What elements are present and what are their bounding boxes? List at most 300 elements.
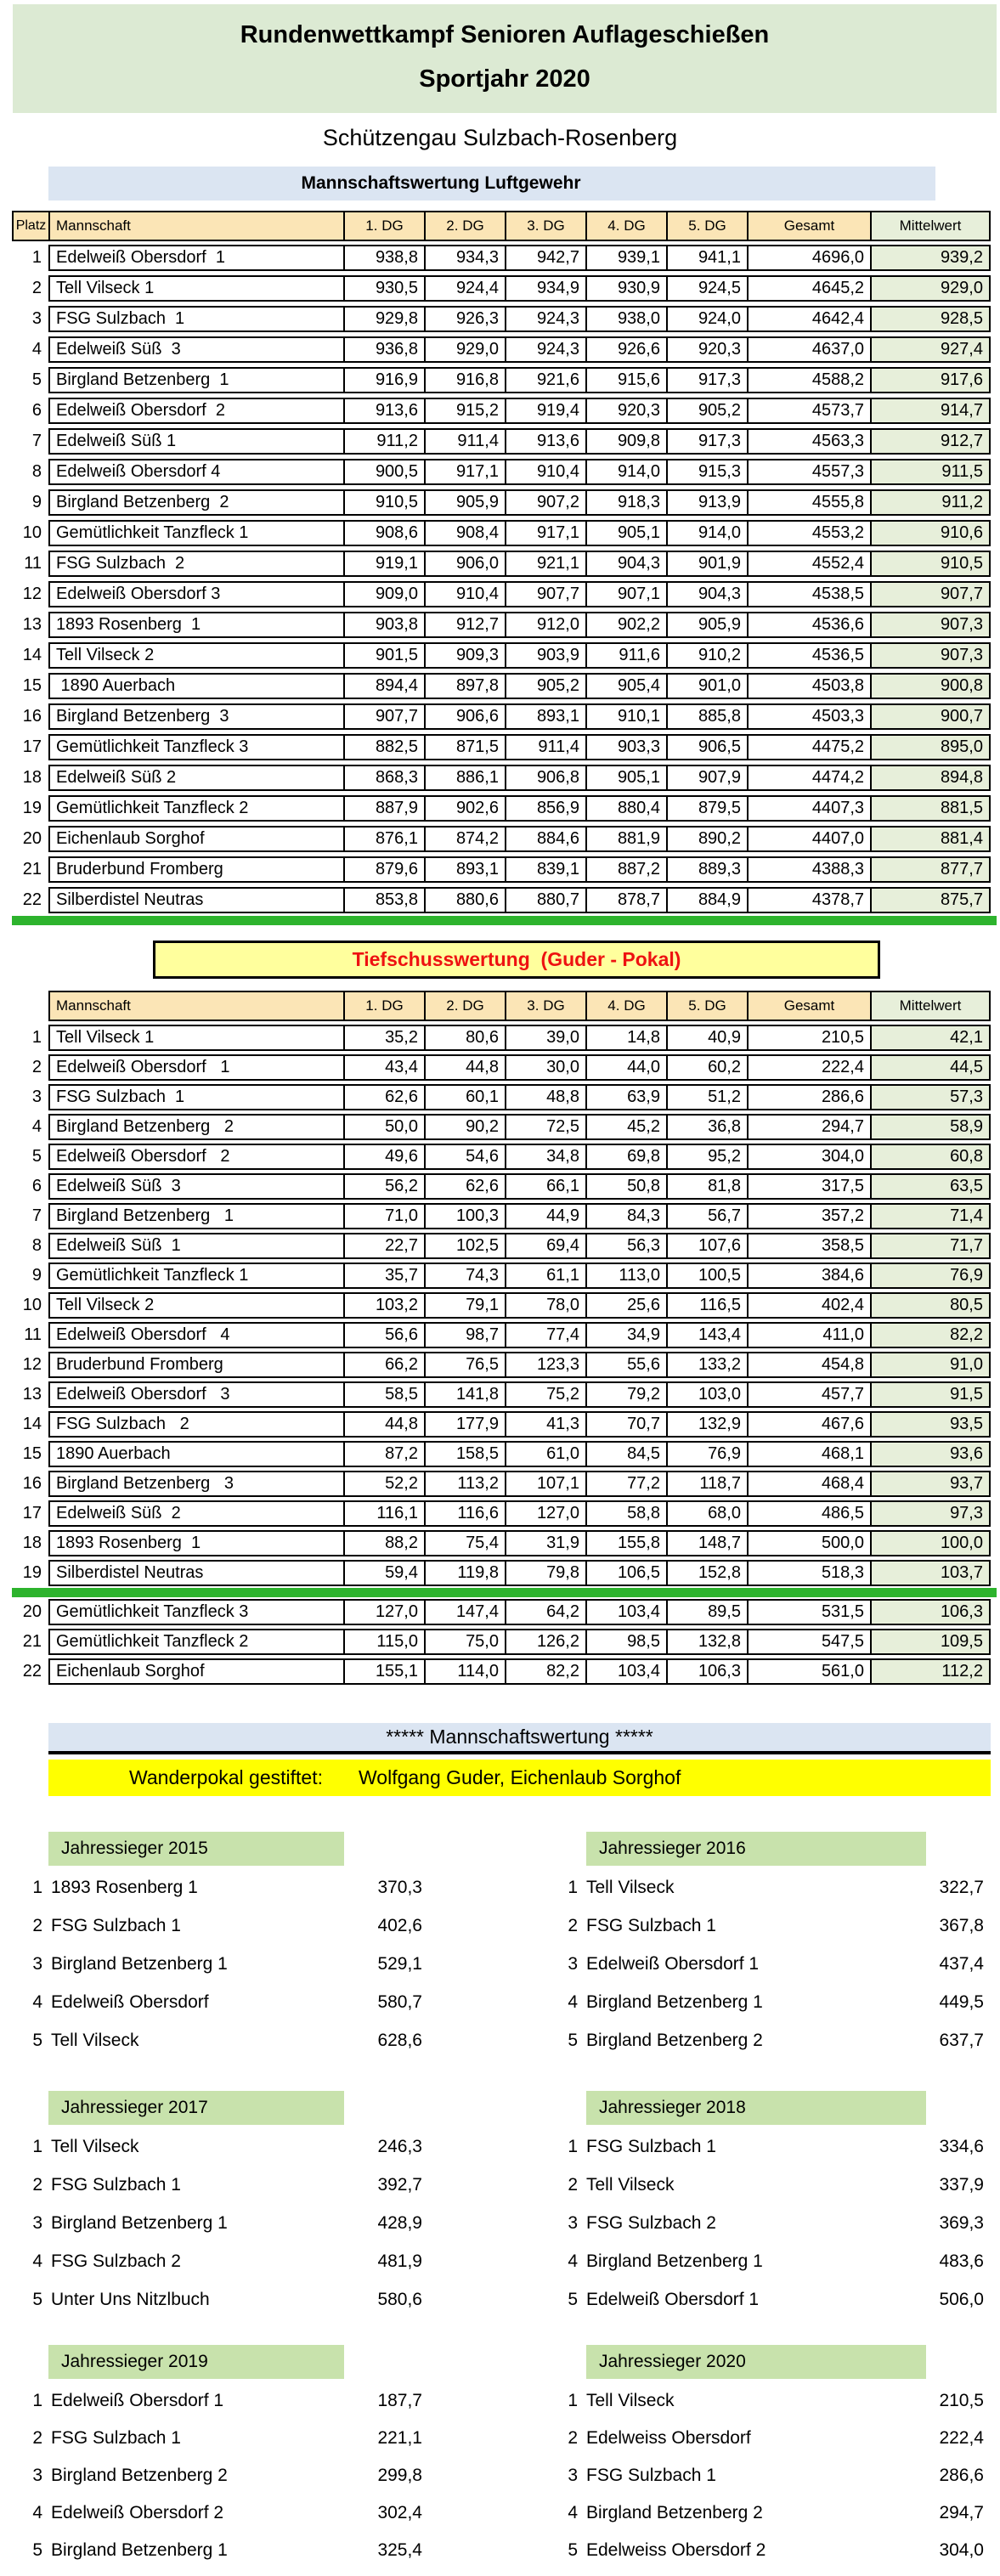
total-score-cell: 286,6 (749, 1084, 872, 1110)
dg-score-cell: 70,7 (587, 1411, 668, 1438)
team-name-cell: 1893 Rosenberg 1 (48, 1530, 345, 1556)
table-row (12, 1352, 997, 1378)
dg-score-cell: 915,6 (587, 367, 668, 393)
dg-score-cell: 913,9 (668, 489, 749, 516)
average-score-cell: 877,7 (872, 856, 991, 883)
total-score-cell: 4645,2 (749, 275, 872, 302)
year-header: Jahressieger 2017 (48, 2091, 344, 2125)
dg-score-cell: 116,1 (345, 1500, 426, 1527)
rank-cell: 19 (22, 1563, 42, 1582)
dg-score-cell: 916,9 (345, 367, 426, 393)
dg-score-cell: 909,0 (345, 581, 426, 607)
year-rank: 5 (32, 2290, 42, 2309)
table-row (12, 826, 997, 852)
rank-cell: 1 (31, 248, 42, 267)
average-score-cell: 929,0 (872, 275, 991, 302)
year-list-item (557, 1952, 984, 1976)
column-header-dg: 3. DG (506, 991, 587, 1021)
dg-score-cell: 41,3 (506, 1411, 587, 1438)
title-banner (13, 4, 997, 113)
dg-score-cell: 48,8 (506, 1084, 587, 1110)
team-name-cell: Edelweiß Obersdorf 2 (48, 1144, 345, 1170)
dg-score-cell: 50,8 (587, 1173, 668, 1200)
dg-score-cell: 911,4 (426, 428, 506, 455)
year-team-name: Edelweiß Obersdorf 1 (586, 2290, 760, 2309)
wanderpokal-banner (48, 1760, 991, 1796)
column-header-dg: 2. DG (426, 211, 506, 241)
dg-score-cell: 889,3 (668, 856, 749, 883)
team-name-cell: Tell Vilseck 2 (48, 1292, 345, 1319)
yearblock-2016 (557, 1832, 984, 2067)
dg-score-cell: 75,4 (426, 1530, 506, 1556)
year-team-name: FSG Sulzbach 1 (586, 2466, 716, 2485)
average-score-cell: 939,2 (872, 245, 991, 271)
team-name-cell: Edelweiß Süß 3 (48, 1173, 345, 1200)
dg-score-cell: 905,4 (587, 673, 668, 699)
table-row (12, 734, 997, 760)
year-rank: 1 (568, 1878, 578, 1897)
dg-score-cell: 934,9 (506, 275, 587, 302)
year-team-name: FSG Sulzbach 2 (51, 2251, 181, 2271)
wanderpokal-donor: Wolfgang Guder, Eichenlaub Sorghof (359, 1766, 681, 1788)
table-row (12, 306, 997, 332)
dg-score-cell: 910,4 (506, 459, 587, 485)
year-list-item (557, 1876, 984, 1900)
dg-score-cell: 911,2 (345, 428, 426, 455)
total-score-cell: 4503,8 (749, 673, 872, 699)
year-score: 628,6 (377, 2031, 422, 2050)
rank-cell: 18 (22, 768, 42, 787)
average-score-cell: 927,4 (872, 336, 991, 363)
total-score-cell: 4407,0 (749, 826, 872, 852)
team-name-cell: Edelweiß Süß 2 (48, 1500, 345, 1527)
column-header-dg: 4. DG (587, 991, 668, 1021)
dg-score-cell: 910,2 (668, 642, 749, 669)
team-name-cell: Birgland Betzenberg 1 (48, 367, 345, 393)
team-name-cell: FSG Sulzbach 2 (48, 551, 345, 577)
dg-score-cell: 118,7 (668, 1471, 749, 1497)
table-row (12, 551, 997, 577)
dg-score-cell: 910,4 (426, 581, 506, 607)
dg-score-cell: 40,9 (668, 1025, 749, 1051)
year-team-name: Edelweiß Obersdorf 2 (51, 2503, 224, 2522)
dg-score-cell: 941,1 (668, 245, 749, 271)
year-team-name: Edelweiss Obersdorf (586, 2428, 751, 2448)
dg-score-cell: 148,7 (668, 1530, 749, 1556)
dg-score-cell: 69,8 (587, 1144, 668, 1170)
year-header: Jahressieger 2018 (586, 2091, 926, 2125)
dg-score-cell: 25,6 (587, 1292, 668, 1319)
table-row (12, 856, 997, 883)
rank-cell: 14 (22, 1415, 42, 1433)
page-title-year: Sportjahr 2020 (419, 65, 590, 93)
dg-score-cell: 905,1 (587, 520, 668, 546)
dg-score-cell: 929,8 (345, 306, 426, 332)
year-list-item (22, 2250, 422, 2274)
total-score-cell: 294,7 (749, 1114, 872, 1140)
team-name-cell: Birgland Betzenberg 3 (48, 703, 345, 730)
dg-score-cell: 56,6 (345, 1322, 426, 1348)
dg-score-cell: 917,1 (426, 459, 506, 485)
total-score-cell: 457,7 (749, 1381, 872, 1408)
year-list (22, 2135, 422, 2312)
dg-score-cell: 902,2 (587, 612, 668, 638)
rank-cell: 11 (24, 554, 42, 573)
year-rank: 5 (32, 2540, 42, 2560)
year-team-name: 1893 Rosenberg 1 (51, 1878, 198, 1897)
year-score: 334,6 (939, 2137, 984, 2156)
dg-score-cell: 903,8 (345, 612, 426, 638)
dg-score-cell: 917,1 (506, 520, 587, 546)
team-name-cell: Edelweiß Obersdorf 4 (48, 1322, 345, 1348)
dg-score-cell: 939,1 (587, 245, 668, 271)
dg-score-cell: 107,6 (668, 1233, 749, 1259)
dg-score-cell: 915,2 (426, 398, 506, 424)
column-header-platz: Platz (12, 211, 48, 241)
average-score-cell: 91,5 (872, 1381, 991, 1408)
dg-score-cell: 34,9 (587, 1322, 668, 1348)
dg-score-cell: 100,5 (668, 1263, 749, 1289)
dg-score-cell: 906,6 (426, 703, 506, 730)
dg-score-cell: 54,6 (426, 1144, 506, 1170)
column-header-gesamt: Gesamt (749, 211, 872, 241)
dg-score-cell: 155,1 (345, 1658, 426, 1685)
column-header-mannschaft: Mannschaft (48, 211, 345, 241)
dg-score-cell: 51,2 (668, 1084, 749, 1110)
year-list-item (557, 2288, 984, 2312)
dg-score-cell: 44,9 (506, 1203, 587, 1229)
average-score-cell: 875,7 (872, 887, 991, 913)
year-score: 337,9 (939, 2175, 984, 2195)
year-rank: 2 (32, 1916, 42, 1935)
table-header-row (12, 991, 997, 1021)
total-score-cell: 4388,3 (749, 856, 872, 883)
dg-score-cell: 79,1 (426, 1292, 506, 1319)
year-list-item (22, 1876, 422, 1900)
rank-cell: 6 (31, 1177, 42, 1195)
year-score: 294,7 (939, 2503, 984, 2522)
year-team-name: Birgland Betzenberg 2 (586, 2503, 763, 2522)
dg-score-cell: 107,1 (506, 1471, 587, 1497)
dg-score-cell: 908,4 (426, 520, 506, 546)
total-score-cell: 4573,7 (749, 398, 872, 424)
table-row (12, 1025, 997, 1051)
yearblock-2015 (22, 1832, 422, 2067)
table-row (12, 428, 997, 455)
year-list-item (557, 2464, 984, 2488)
table-luftgewehr (12, 211, 997, 918)
dg-score-cell: 106,3 (668, 1658, 749, 1685)
dg-score-cell: 103,2 (345, 1292, 426, 1319)
dg-score-cell: 886,1 (426, 765, 506, 791)
rank-cell: 8 (31, 462, 42, 481)
average-score-cell: 900,7 (872, 703, 991, 730)
rank-cell: 16 (22, 707, 42, 726)
dg-score-cell: 938,8 (345, 245, 426, 271)
year-list-item (22, 1914, 422, 1938)
average-score-cell: 912,7 (872, 428, 991, 455)
table-header-row (12, 211, 997, 241)
dg-score-cell: 82,2 (506, 1658, 587, 1685)
rank-cell: 3 (31, 309, 42, 328)
dg-score-cell: 14,8 (587, 1025, 668, 1051)
dg-score-cell: 61,1 (506, 1263, 587, 1289)
team-name-cell: Tell Vilseck 1 (48, 275, 345, 302)
dg-score-cell: 908,6 (345, 520, 426, 546)
year-rank: 4 (32, 2251, 42, 2271)
year-team-name: FSG Sulzbach 1 (51, 2175, 181, 2195)
average-score-cell: 910,6 (872, 520, 991, 546)
rank-cell: 10 (22, 523, 42, 542)
dg-score-cell: 152,8 (668, 1560, 749, 1586)
total-score-cell: 4563,3 (749, 428, 872, 455)
total-score-cell: 468,1 (749, 1441, 872, 1467)
column-header-dg: 1. DG (345, 991, 426, 1021)
dg-score-cell: 903,9 (506, 642, 587, 669)
dg-score-cell: 79,8 (506, 1560, 587, 1586)
total-score-cell: 531,5 (749, 1599, 872, 1625)
year-header: Jahressieger 2015 (48, 1832, 344, 1866)
year-list-item (22, 2135, 422, 2159)
dg-score-cell: 155,8 (587, 1530, 668, 1556)
table-row (12, 275, 997, 302)
dg-score-cell: 80,6 (426, 1025, 506, 1051)
dg-score-cell: 90,2 (426, 1114, 506, 1140)
dg-score-cell: 890,2 (668, 826, 749, 852)
team-name-cell: 1893 Rosenberg 1 (48, 612, 345, 638)
dg-score-cell: 50,0 (345, 1114, 426, 1140)
average-score-cell: 910,5 (872, 551, 991, 577)
dg-score-cell: 84,5 (587, 1441, 668, 1467)
rank-cell: 2 (31, 279, 42, 297)
dg-score-cell: 887,2 (587, 856, 668, 883)
year-rank: 2 (568, 2175, 578, 2195)
team-name-cell: FSG Sulzbach 1 (48, 306, 345, 332)
team-name-cell: Gemütlichkeit Tanzfleck 1 (48, 520, 345, 546)
year-list-item (22, 2288, 422, 2312)
table-row (12, 581, 997, 607)
year-rank: 4 (568, 2251, 578, 2271)
year-score: 286,6 (939, 2466, 984, 2485)
table-row (12, 1322, 997, 1348)
year-score: 325,4 (377, 2540, 422, 2560)
dg-score-cell: 879,5 (668, 795, 749, 822)
dg-score-cell: 905,2 (668, 398, 749, 424)
average-score-cell: 103,7 (872, 1560, 991, 1586)
total-score-cell: 468,4 (749, 1471, 872, 1497)
rank-cell: 5 (31, 1147, 42, 1166)
rank-cell: 2 (31, 1058, 42, 1076)
average-score-cell: 76,9 (872, 1263, 991, 1289)
dg-score-cell: 920,3 (668, 336, 749, 363)
table-row (12, 1114, 997, 1140)
total-score-cell: 4407,3 (749, 795, 872, 822)
year-rank: 1 (32, 2137, 42, 2156)
year-rank: 2 (568, 1916, 578, 1935)
average-score-cell: 907,3 (872, 612, 991, 638)
team-name-cell: Gemütlichkeit Tanzfleck 2 (48, 1629, 345, 1655)
dg-score-cell: 62,6 (345, 1084, 426, 1110)
table-row (12, 1629, 997, 1655)
year-team-name: Tell Vilseck (51, 2031, 139, 2050)
dg-score-cell: 89,5 (668, 1599, 749, 1625)
rank-cell: 16 (22, 1474, 42, 1493)
year-rank: 1 (32, 1878, 42, 1897)
dg-score-cell: 853,8 (345, 887, 426, 913)
dg-score-cell: 71,0 (345, 1203, 426, 1229)
average-score-cell: 82,2 (872, 1322, 991, 1348)
column-header-gesamt: Gesamt (749, 991, 872, 1021)
dg-score-cell: 906,0 (426, 551, 506, 577)
dg-score-cell: 910,5 (345, 489, 426, 516)
dg-score-cell: 942,7 (506, 245, 587, 271)
rank-cell: 10 (22, 1296, 42, 1314)
rank-cell: 20 (22, 1602, 42, 1621)
year-rank: 4 (568, 2503, 578, 2522)
year-score: 322,7 (939, 1878, 984, 1897)
table-row (12, 1471, 997, 1497)
dg-score-cell: 879,6 (345, 856, 426, 883)
team-name-cell: Birgland Betzenberg 2 (48, 489, 345, 516)
year-list-item (22, 2029, 422, 2053)
rank-cell: 4 (31, 1117, 42, 1136)
dg-score-cell: 878,7 (587, 887, 668, 913)
total-score-cell: 561,0 (749, 1658, 872, 1685)
dg-score-cell: 115,0 (345, 1629, 426, 1655)
dg-score-cell: 924,5 (668, 275, 749, 302)
average-score-cell: 112,2 (872, 1658, 991, 1685)
dg-score-cell: 885,8 (668, 703, 749, 730)
dg-score-cell: 909,8 (587, 428, 668, 455)
year-list (557, 2135, 984, 2312)
year-team-name: Birgland Betzenberg 2 (586, 2031, 763, 2050)
table-row (12, 1203, 997, 1229)
dg-score-cell: 917,3 (668, 428, 749, 455)
average-score-cell: 900,8 (872, 673, 991, 699)
dg-score-cell: 77,2 (587, 1471, 668, 1497)
team-name-cell: Edelweiß Süß 1 (48, 428, 345, 455)
column-header-dg: 3. DG (506, 211, 587, 241)
total-score-cell: 4553,2 (749, 520, 872, 546)
year-list-item (22, 2212, 422, 2235)
dg-score-cell: 116,6 (426, 1500, 506, 1527)
dg-score-cell: 897,8 (426, 673, 506, 699)
dg-score-cell: 929,0 (426, 336, 506, 363)
total-score-cell: 402,4 (749, 1292, 872, 1319)
dg-score-cell: 921,1 (506, 551, 587, 577)
team-name-cell: Edelweiß Obersdorf 1 (48, 245, 345, 271)
total-score-cell: 4536,6 (749, 612, 872, 638)
year-score: 210,5 (939, 2391, 984, 2410)
column-header-mittelwert: Mittelwert (872, 211, 991, 241)
yearblock-2018 (557, 2091, 984, 2326)
dg-score-cell: 913,6 (506, 428, 587, 455)
rank-cell: 7 (31, 432, 42, 450)
dg-score-cell: 113,2 (426, 1471, 506, 1497)
year-score: 369,3 (939, 2213, 984, 2233)
average-score-cell: 80,5 (872, 1292, 991, 1319)
dg-score-cell: 905,1 (587, 765, 668, 791)
year-rank: 2 (568, 2428, 578, 2448)
dg-score-cell: 34,8 (506, 1144, 587, 1170)
year-list-item (557, 2539, 984, 2562)
team-name-cell: 1890 Auerbach (48, 673, 345, 699)
year-team-name: Edelweiß Obersdorf 1 (51, 2391, 224, 2410)
dg-score-cell: 882,5 (345, 734, 426, 760)
dg-score-cell: 102,5 (426, 1233, 506, 1259)
average-score-cell: 93,5 (872, 1411, 991, 1438)
team-name-cell: Bruderbund Fromberg (48, 1352, 345, 1378)
table-row (12, 520, 997, 546)
team-name-cell: Silberdistel Neutras (48, 887, 345, 913)
total-score-cell: 4555,8 (749, 489, 872, 516)
dg-score-cell: 904,3 (587, 551, 668, 577)
dg-score-cell: 68,0 (668, 1500, 749, 1527)
year-score: 302,4 (377, 2503, 422, 2522)
total-score-cell: 518,3 (749, 1560, 872, 1586)
dg-score-cell: 58,5 (345, 1381, 426, 1408)
year-list-item (22, 1991, 422, 2014)
dg-score-cell: 839,1 (506, 856, 587, 883)
year-team-name: Unter Uns Nitzlbuch (51, 2290, 210, 2309)
table-row (12, 336, 997, 363)
dg-score-cell: 905,2 (506, 673, 587, 699)
dg-score-cell: 59,4 (345, 1560, 426, 1586)
table-row (12, 1292, 997, 1319)
average-score-cell: 100,0 (872, 1530, 991, 1556)
dg-score-cell: 926,6 (587, 336, 668, 363)
dg-score-cell: 913,6 (345, 398, 426, 424)
year-score: 221,1 (377, 2428, 422, 2448)
total-score-cell: 4552,4 (749, 551, 872, 577)
team-name-cell: Edelweiß Süß 2 (48, 765, 345, 791)
dg-score-cell: 75,2 (506, 1381, 587, 1408)
team-name-cell: Edelweiß Süß 3 (48, 336, 345, 363)
rank-cell: 9 (31, 1266, 42, 1285)
dg-score-cell: 56,3 (587, 1233, 668, 1259)
table-row (12, 1233, 997, 1259)
average-score-cell: 881,5 (872, 795, 991, 822)
dg-score-cell: 924,4 (426, 275, 506, 302)
dg-score-cell: 81,8 (668, 1173, 749, 1200)
dg-score-cell: 906,8 (506, 765, 587, 791)
dg-score-cell: 75,0 (426, 1629, 506, 1655)
team-name-cell: Edelweiß Obersdorf 2 (48, 398, 345, 424)
team-name-cell: Birgland Betzenberg 1 (48, 1203, 345, 1229)
dg-score-cell: 64,2 (506, 1599, 587, 1625)
table-row (12, 1560, 997, 1586)
team-name-cell: Birgland Betzenberg 3 (48, 1471, 345, 1497)
team-name-cell: Birgland Betzenberg 2 (48, 1114, 345, 1140)
table-row (12, 887, 997, 913)
dg-score-cell: 916,8 (426, 367, 506, 393)
dg-score-cell: 912,0 (506, 612, 587, 638)
rank-cell: 13 (22, 615, 42, 634)
dg-score-cell: 44,8 (426, 1054, 506, 1081)
year-score: 304,0 (939, 2540, 984, 2560)
dg-score-cell: 893,1 (506, 703, 587, 730)
rank-cell: 22 (22, 890, 42, 909)
dg-score-cell: 917,3 (668, 367, 749, 393)
dg-score-cell: 98,7 (426, 1322, 506, 1348)
year-score: 246,3 (377, 2137, 422, 2156)
year-list-item (22, 2389, 422, 2413)
dg-score-cell: 930,5 (345, 275, 426, 302)
dg-score-cell: 158,5 (426, 1441, 506, 1467)
table-row (12, 1441, 997, 1467)
rank-cell: 9 (31, 493, 42, 511)
table-row (12, 245, 997, 271)
